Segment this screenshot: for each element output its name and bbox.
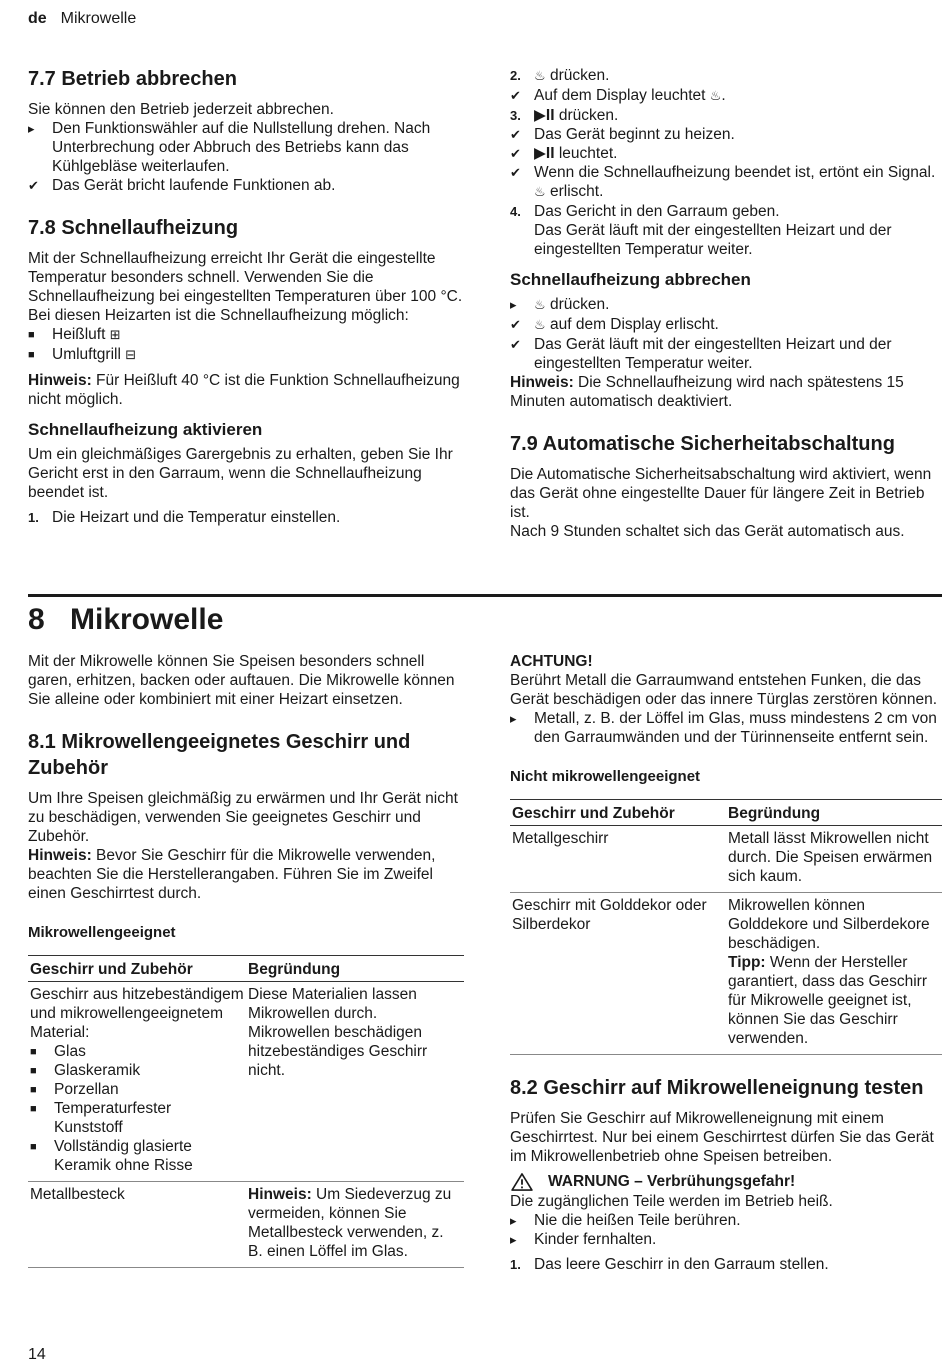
table-cell: Hinweis: Um Siedeverzug zu vermeiden, können Sie Metallbesteck verwenden, z. B. einen Löffel im Glas. — [246, 1182, 464, 1268]
result-item: ✔ Auf dem Display leuchtet ♨. — [510, 87, 726, 104]
chapter-divider — [28, 594, 942, 597]
square-bullet-icon: ■ — [30, 1046, 37, 1058]
numbered-step: 1. Das leere Geschirr in den Garraum stellen. — [510, 1256, 829, 1273]
numbered-step: 1. Die Heizart und die Temperatur einstellen. — [28, 509, 341, 526]
suitable-table — [28, 955, 464, 1268]
rapid-heat-icon: ♨ — [534, 185, 546, 200]
rapid-heat-icon: ♨ — [534, 69, 546, 84]
result-item: ✔ ▶II leuchtet. — [510, 145, 618, 162]
section-7-9-title: 7.9 Automatische Sicherheitabschaltung — [510, 433, 895, 455]
arrow-bullet-icon: ▸ — [28, 121, 35, 136]
arrow-bullet-icon: ▸ — [510, 1213, 517, 1228]
check-icon: ✔ — [510, 337, 521, 352]
section-8-1-para: Um Ihre Speisen gleichmäßig zu erwärmen und Ihr Gerät nicht zu beschädigen, verwenden Sie geeignetes Geschirr und Zubehör. — [28, 790, 458, 845]
table-cell: Geschirr aus hitzebeständigem und mikrowellengeeignetem Material: ■ Glas ■ Glaskeramik ■ Porzellan ■ Temperaturfester Kunststoff ■ Vollständig glasierte Keramik ohne Risse — [28, 982, 246, 1182]
table-cell: Metallbesteck — [28, 1182, 246, 1268]
warning-triangle-icon — [510, 1173, 534, 1191]
table-cell: Metallgeschirr — [510, 826, 726, 893]
left-column-bottom — [28, 652, 464, 1268]
table-cell: Metall lässt Mikrowellen nicht durch. Die Speisen erwärmen sich kaum. — [726, 826, 942, 893]
table-cell: Mikrowellen können Golddekore und Silberdekore beschädigen. Tipp: Wenn der Hersteller garantiert, dass das Geschirr für Mikrowelle geeignet ist, können Sie das Geschirr verwenden. — [726, 893, 942, 1055]
arrow-bullet-icon: ▸ — [510, 297, 517, 312]
unsuitable-title: Nicht mikrowellengeeignet — [510, 768, 701, 785]
table-header: Geschirr und Zubehör — [510, 800, 726, 826]
instruction-step: ▸ ♨ drücken. — [510, 296, 610, 313]
cancel-title: Schnellaufheizung abbrechen — [510, 270, 751, 289]
table-header: Begründung — [726, 800, 942, 826]
start-pause-icon: ▶II — [534, 107, 555, 124]
arrow-bullet-icon: ▸ — [510, 711, 517, 726]
unsuitable-table — [510, 799, 942, 1055]
chapter-8-intro: Mit der Mikrowelle können Sie Speisen besonders schnell garen, erhitzen, backen oder auftauen. Die Mikrowelle können Sie alleine oder kombiniert mit einer Heizart einsetzen. — [28, 653, 455, 708]
square-bullet-icon: ■ — [30, 1084, 37, 1096]
section-7-9-para2: Nach 9 Stunden schaltet sich das Gerät automatisch aus. — [510, 523, 905, 540]
mode-item: ■ Heißluft ⊞ — [28, 326, 121, 343]
result-item: ✔ Das Gerät läuft mit der eingestellten Heizart und der eingestellten Temperatur weiter. — [510, 336, 892, 372]
numbered-step: 2. ♨ drücken. — [510, 67, 610, 84]
section-7-8-para: Mit der Schnellaufheizung erreicht Ihr Gerät die eingestellte Temperatur besonders schnell. Verwenden Sie die Schnellaufheizung bei eingestellten Temperaturen über 100 °C. — [28, 250, 463, 305]
rapid-heat-icon: ♨ — [534, 318, 546, 333]
left-column-top — [28, 66, 464, 527]
section-7-8-para2: Bei diesen Heizarten ist die Schnellaufheizung möglich: — [28, 307, 409, 324]
instruction-step: ▸ Nie die heißen Teile berühren. — [510, 1212, 741, 1229]
right-column-top — [510, 66, 942, 541]
section-8-2-para: Prüfen Sie Geschirr auf Mikrowelleneignung mit einem Geschirrtest. Nur bei einem Geschirrtest dürfen Sie das Gerät im Mikrowellenbetrieb ohne Speisen betreiben. — [510, 1110, 934, 1165]
language-code: de — [28, 10, 47, 27]
table-header: Begründung — [246, 956, 464, 982]
list-item: ■ Glas — [30, 1043, 86, 1060]
material-list — [30, 1042, 244, 1175]
instruction-step: ▸ Metall, z. B. der Löffel im Glas, muss mindestens 2 cm von den Garraumwänden und der Türinnenseite entfernt sein. — [510, 710, 937, 746]
table-row — [510, 826, 942, 893]
warning-text: Die zugänglichen Teile werden im Betrieb heiß. — [510, 1193, 833, 1210]
chapter-title: 8 Mikrowelle — [28, 603, 224, 636]
instruction-step: ▸ Kinder fernhalten. — [510, 1231, 657, 1248]
hot-air-icon: ⊞ — [109, 328, 121, 343]
square-bullet-icon: ■ — [30, 1103, 37, 1115]
caution-text: Berührt Metall die Garraumwand entstehen Funken, die das Gerät beschädigen oder das innere Türglas zerstören können. — [510, 672, 938, 708]
arrow-bullet-icon: ▸ — [510, 1232, 517, 1247]
list-item: ■ Glaskeramik — [30, 1062, 141, 1079]
numbered-step: 4. Das Gericht in den Garraum geben. Das Gerät läuft mit der eingestellten Heizart und der eingestellten Temperatur weiter. — [510, 203, 892, 258]
section-7-7-intro: Sie können den Betrieb jederzeit abbrechen. — [28, 101, 334, 118]
caution-title: ACHTUNG! — [510, 653, 593, 670]
table-row — [510, 893, 942, 1055]
right-column-bottom — [510, 652, 942, 1274]
square-bullet-icon: ■ — [28, 349, 35, 361]
list-item: ■ Vollständig glasierte Keramik ohne Risse — [30, 1138, 193, 1174]
section-8-1-title: 8.1 Mikrowellengeeignetes Geschirr und Zubehör — [28, 731, 411, 779]
check-icon: ✔ — [28, 178, 39, 193]
list-item: ■ Porzellan — [30, 1081, 119, 1098]
rapid-heat-icon: ♨ — [709, 89, 722, 104]
suitable-title: Mikrowellengeeignet — [28, 924, 176, 941]
table-cell: Geschirr mit Golddekor oder Silberdekor — [510, 893, 726, 1055]
activate-intro: Um ein gleichmäßiges Garergebnis zu erhalten, geben Sie Ihr Gericht erst in den Garraum, wenn die Schnellaufheizung beendet ist. — [28, 446, 453, 501]
cancel-hint: Hinweis: Die Schnellaufheizung wird nach spätestens 15 Minuten automatisch deaktiviert. — [510, 374, 904, 410]
table-row — [28, 1182, 464, 1268]
result-item: ✔ Das Gerät bricht laufende Funktionen ab. — [28, 177, 336, 194]
table-header-row — [28, 956, 464, 982]
header-section: Mikrowelle — [60, 10, 137, 27]
page-header — [28, 10, 136, 28]
table-header-row — [510, 800, 942, 826]
section-7-9-para: Die Automatische Sicherheitsabschaltung wird aktiviert, wenn das Gerät ohne eingestellte Dauer für längere Zeit in Betrieb ist. — [510, 466, 932, 521]
section-7-7-title: 7.7 Betrieb abbrechen — [28, 68, 237, 90]
list-item: ■ Temperaturfester Kunststoff — [30, 1100, 172, 1136]
result-item: ✔ Wenn die Schnellaufheizung beendet ist, ertönt ein Signal. ♨ erlischt. — [510, 164, 936, 200]
activate-title: Schnellaufheizung aktivieren — [28, 420, 263, 439]
page-number: 14 — [28, 1346, 46, 1363]
instruction-step: ▸ Den Funktionswähler auf die Nullstellung drehen. Nach Unterbrechung oder Abbruch des Betriebs kann das Kühlgebläse weiterlaufen. — [28, 120, 431, 175]
square-bullet-icon: ■ — [30, 1065, 37, 1077]
table-cell: Diese Materialien lassen Mikrowellen durch. Mikrowellen beschädigen hitzebeständiges Geschirr nicht. — [246, 982, 464, 1182]
section-7-8-title: 7.8 Schnellaufheizung — [28, 217, 239, 239]
start-pause-icon: ▶II — [534, 145, 555, 162]
rapid-heat-icon: ♨ — [534, 298, 546, 313]
section-7-8-hint: Hinweis: Für Heißluft 40 °C ist die Funktion Schnellaufheizung nicht möglich. — [28, 372, 460, 408]
section-8-2-title: 8.2 Geschirr auf Mikrowelleneignung testen — [510, 1077, 924, 1099]
check-icon: ✔ — [510, 317, 521, 332]
square-bullet-icon: ■ — [28, 329, 35, 341]
mode-item: ■ Umluftgrill ⊟ — [28, 346, 137, 363]
warning-heading: WARNUNG – Verbrühungsgefahr! — [510, 1172, 942, 1192]
fan-grill-icon: ⊟ — [125, 348, 137, 363]
table-row — [28, 982, 464, 1182]
section-8-1-hint: Hinweis: Bevor Sie Geschirr für die Mikrowelle verwenden, beachten Sie die Herstellerangaben. Führen Sie im Zweifel einen Geschirrtest durch. — [28, 847, 436, 902]
square-bullet-icon: ■ — [30, 1141, 37, 1153]
result-item: ✔ ♨ auf dem Display erlischt. — [510, 316, 719, 333]
result-item: ✔ Das Gerät beginnt zu heizen. — [510, 126, 735, 143]
numbered-step: 3. ▶II drücken. — [510, 107, 619, 124]
table-header: Geschirr und Zubehör — [28, 956, 246, 982]
